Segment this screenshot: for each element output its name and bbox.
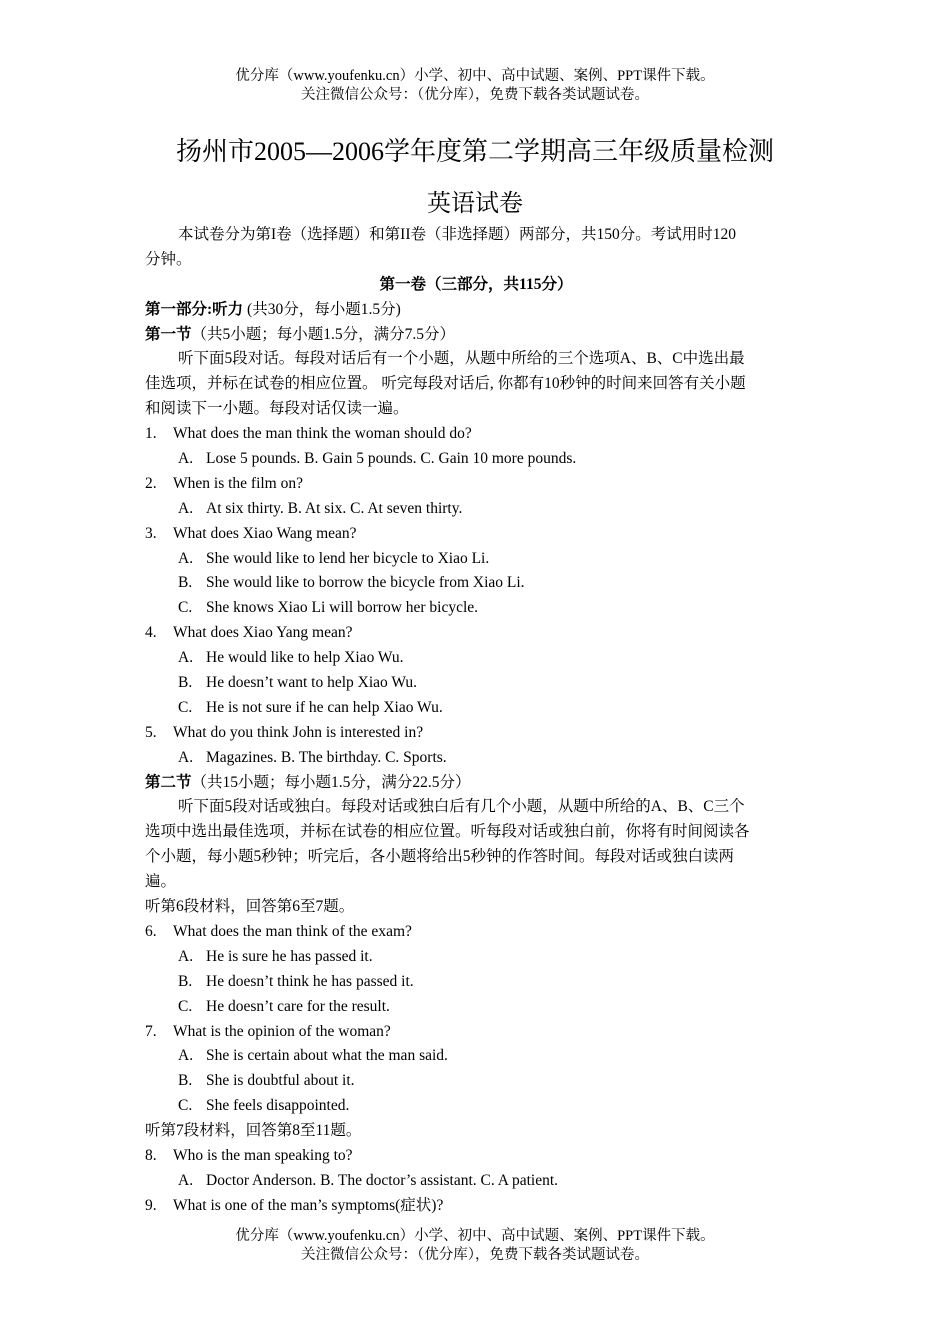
- section2-instructions-1: 听下面5段对话或独白。每段对话或独白后有几个小题，从题中所给的A、B、C三个: [178, 798, 745, 816]
- options-text: Lose 5 pounds. B. Gain 5 pounds. C. Gain 10 more pounds.: [206, 450, 577, 468]
- section2-instructions-4: 遍。: [145, 873, 177, 891]
- part1-heading: [145, 298, 807, 323]
- question-2: [145, 472, 807, 497]
- question-number: 6.: [145, 922, 157, 940]
- question-number: 1.: [145, 425, 157, 443]
- header-line-1: 优分库（www.youfenku.cn）小学、初中、高中试题、案例、PPT课件下载。: [235, 68, 715, 84]
- option-text: He doesn’t think he has passed it.: [206, 972, 414, 990]
- option-text: She would like to borrow the bicycle from Xiao Li.: [206, 574, 525, 592]
- question-number: 2.: [145, 474, 157, 492]
- question-7-option-b: [145, 1069, 807, 1094]
- question-5: [145, 721, 807, 746]
- option-text: She is doubtful about it.: [206, 1072, 355, 1090]
- option-text: She is certain about what the man said.: [206, 1047, 448, 1065]
- option-label: B.: [178, 1072, 193, 1090]
- material-7-note: 听第7段材料，回答第8至11题。: [145, 1122, 362, 1140]
- section2-heading: [145, 771, 807, 796]
- question-9: [145, 1194, 807, 1219]
- section1-detail: （共5小题；每小题1.5分，满分7.5分）: [191, 325, 456, 343]
- option-text: He is sure he has passed it.: [206, 947, 373, 965]
- section2-instructions-3: 个小题，每小题5秒钟；听完后，各小题将给出5秒钟的作答时间。每段对话或独白读两: [145, 848, 735, 866]
- option-label: A.: [178, 499, 194, 517]
- question-number: 3.: [145, 524, 157, 542]
- question-2-options: [145, 497, 807, 522]
- option-text: She would like to lend her bicycle to Xiao Li.: [206, 549, 490, 567]
- question-7-option-a: [145, 1044, 807, 1069]
- option-label: C.: [178, 1097, 193, 1115]
- part1-label: 第一部分:听力: [145, 300, 244, 318]
- question-text: What does Xiao Wang mean?: [173, 524, 357, 542]
- exam-subtitle: 英语试卷: [427, 191, 523, 217]
- header-line-2: 关注微信公众号：（优分库），免费下载各类试题试卷。: [301, 87, 649, 103]
- question-text: What do you think John is interested in?: [173, 723, 424, 741]
- intro-line-1: 本试卷分为第I卷（选择题）和第II卷（非选择题）两部分，共150分。考试用时120: [178, 226, 736, 243]
- question-7: [145, 1020, 807, 1045]
- option-label: C.: [178, 599, 193, 617]
- question-6-option-b: [145, 970, 807, 995]
- question-1: [145, 422, 807, 447]
- question-3-option-c: [145, 596, 807, 621]
- option-label: C.: [178, 698, 193, 716]
- section1-instructions-2: 佳选项，并标在试卷的相应位置。 听完每段对话后, 你都有10秒钟的时间来回答有关小题: [145, 375, 746, 393]
- question-3: [145, 522, 807, 547]
- footer-line-2: 关注微信公众号：（优分库），免费下载各类试题试卷。: [301, 1247, 649, 1263]
- option-text: He is not sure if he can help Xiao Wu.: [206, 698, 443, 716]
- options-text: At six thirty. B. At six. C. At seven thirty.: [206, 499, 463, 517]
- question-text: What does Xiao Yang mean?: [173, 624, 353, 642]
- exam-title: 扬州市2005—2006学年度第二学期高三年级质量检测: [175, 137, 774, 166]
- volume-heading: 第一卷（三部分，共115分）: [379, 275, 573, 293]
- question-6: [145, 920, 807, 945]
- option-text: He would like to help Xiao Wu.: [206, 649, 404, 667]
- question-text: What does the man think the woman should do?: [173, 425, 472, 443]
- question-4-option-b: [145, 671, 807, 696]
- option-label: A.: [178, 947, 194, 965]
- option-text: She feels disappointed.: [206, 1097, 350, 1115]
- option-label: B.: [178, 972, 193, 990]
- option-label: A.: [178, 450, 194, 468]
- section2-instructions-2: 选项中选出最佳选项，并标在试卷的相应位置。听每段对话或独白前，你将有时间阅读各: [145, 823, 750, 841]
- page-header: [0, 67, 950, 105]
- intro-line-2: 分钟。: [145, 250, 192, 268]
- section1-instructions-3: 和阅读下一小题。每段对话仅读一遍。: [145, 400, 409, 418]
- question-text: When is the film on?: [173, 474, 303, 492]
- question-number: 5.: [145, 723, 157, 741]
- question-6-option-a: [145, 945, 807, 970]
- question-text: What does the man think of the exam?: [173, 922, 412, 940]
- section1-label: 第一节: [145, 325, 192, 343]
- section2-label: 第二节: [145, 773, 192, 791]
- option-label: C.: [178, 997, 193, 1015]
- footer-line-1: 优分库（www.youfenku.cn）小学、初中、高中试题、案例、PPT课件下载。: [235, 1228, 715, 1244]
- question-text: Who is the man speaking to?: [173, 1146, 353, 1164]
- option-label: A.: [178, 748, 194, 766]
- page-footer: [0, 1227, 950, 1265]
- question-7-option-c: [145, 1094, 807, 1119]
- section1-instructions-1: 听下面5段对话。每段对话后有一个小题，从题中所给的三个选项A、B、C中选出最: [178, 350, 745, 368]
- question-5-options: [145, 746, 807, 771]
- question-8-options: [145, 1169, 807, 1194]
- section1-heading: [145, 323, 807, 348]
- options-text: Magazines. B. The birthday. C. Sports.: [206, 748, 447, 766]
- exam-body: [145, 223, 807, 1219]
- question-number: 9.: [145, 1196, 157, 1214]
- question-text: What is one of the man’s symptoms(症状)?: [173, 1196, 444, 1214]
- material-6-note: 听第6段材料，回答第6至7题。: [145, 898, 355, 916]
- option-text: He doesn’t care for the result.: [206, 997, 390, 1015]
- option-label: A.: [178, 1047, 194, 1065]
- option-label: B.: [178, 674, 193, 692]
- question-number: 7.: [145, 1022, 157, 1040]
- question-text: What is the opinion of the woman?: [173, 1022, 391, 1040]
- question-3-option-b: [145, 571, 807, 596]
- section2-detail: （共15小题；每小题1.5分，满分22.5分）: [191, 773, 471, 791]
- question-4-option-a: [145, 646, 807, 671]
- option-text: She knows Xiao Li will borrow her bicycle.: [206, 599, 479, 617]
- question-4: [145, 621, 807, 646]
- option-label: B.: [178, 574, 193, 592]
- question-8: [145, 1144, 807, 1169]
- question-1-options: [145, 447, 807, 472]
- option-label: A.: [178, 1171, 194, 1189]
- question-number: 8.: [145, 1146, 157, 1164]
- option-label: A.: [178, 649, 194, 667]
- option-label: A.: [178, 549, 194, 567]
- options-text: Doctor Anderson. B. The doctor’s assistant. C. A patient.: [206, 1171, 559, 1189]
- question-6-option-c: [145, 995, 807, 1020]
- option-text: He doesn’t want to help Xiao Wu.: [206, 674, 418, 692]
- part1-detail: (共30分，每小题1.5分): [243, 300, 401, 318]
- question-4-option-c: [145, 696, 807, 721]
- question-3-option-a: [145, 547, 807, 572]
- question-number: 4.: [145, 624, 157, 642]
